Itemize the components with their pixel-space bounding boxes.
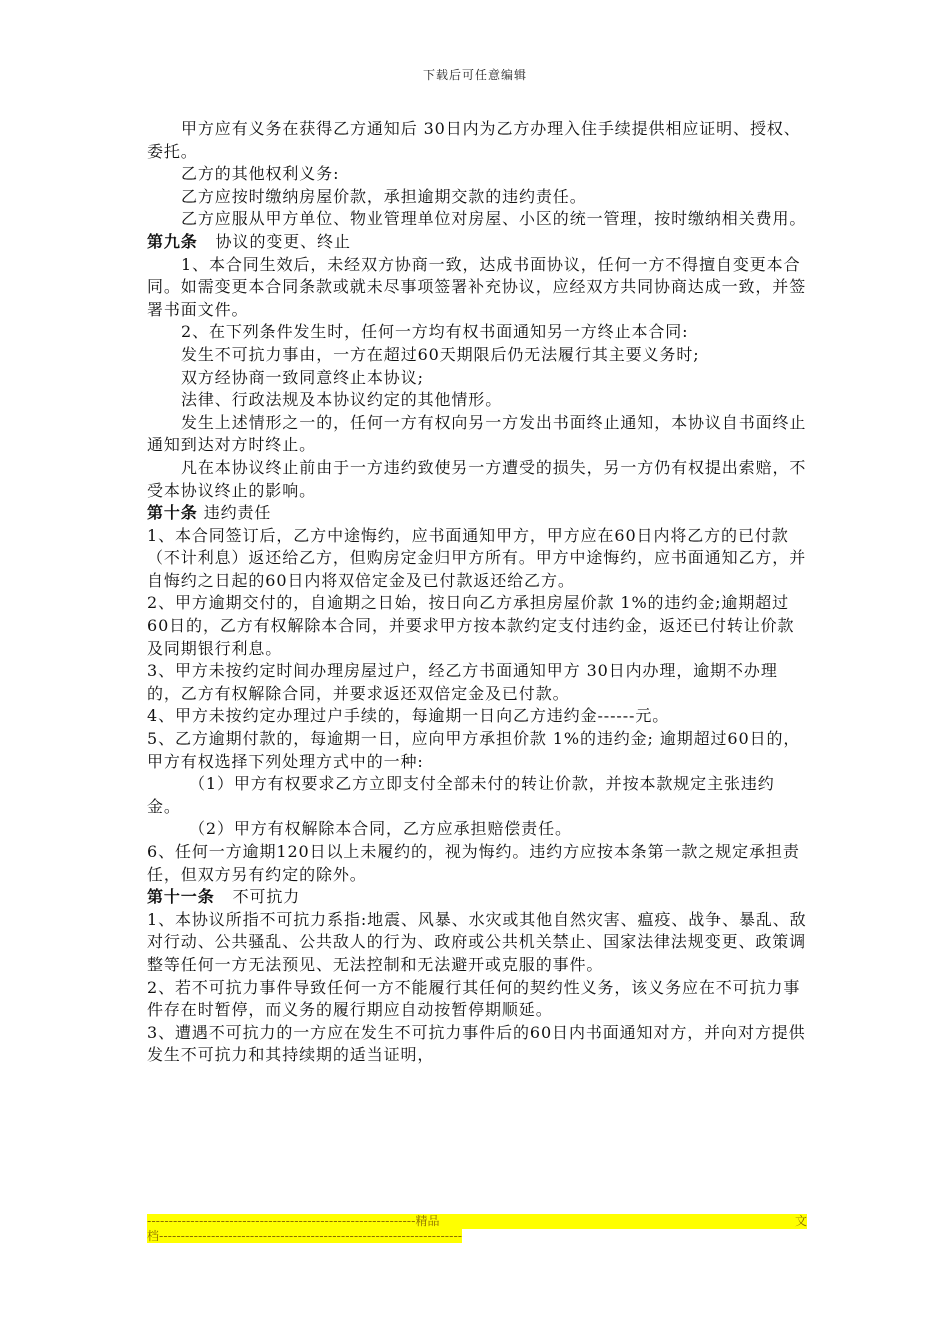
paragraph: 5、乙方逾期付款的，每逾期一日，应向甲方承担价款 1%的违约金; 逾期超过60日的，甲方有权选择下列处理方式中的一种: (147, 729, 801, 771)
paragraph: 发生上述情形之一的，任何一方有权向另一方发出书面终止通知，本协议自书面终止通知到达对方时终止。 (147, 412, 807, 455)
page-header: 下载后可任意编辑 (422, 68, 527, 82)
footer-char-3: 文 (794, 1214, 807, 1228)
paragraph: 双方经协商一致同意终止本协议; (181, 367, 424, 387)
paragraph: （1）甲方有权要求乙方立即支付全部未付的转让价款，并按本款规定主张违约金。 (147, 774, 775, 816)
section-heading-title: 不可抗力 (214, 887, 301, 907)
paragraph: 1、本协议所指不可抗力系指:地震、风暴、水灾或其他自然灾害、瘟疫、战争、暴乱、敌对行动、公共骚乱、公共敌人的行为、政府或公共机关禁止、国家法律法规变更、政策调整等任何一方无法预见、无法控制和无法避开或克服的事件。 (147, 909, 807, 974)
section-heading-number: 第九条 (147, 231, 198, 251)
paragraph: 甲方应有义务在获得乙方通知后 30日内为乙方办理入住手续提供相应证明、授权、委托。 (147, 119, 801, 161)
paragraph: 2、甲方逾期交付的，自逾期之日始，按日向乙方承担房屋价款 1%的违约金;逾期超过60日的，乙方有权解除本合同，并要求甲方按本款约定支付违约金，返还已付转让价款及同期银行利息。 (147, 593, 795, 658)
paragraph: 发生不可抗力事由，一方在超过60天期限后仍无法履行其主要义务时; (181, 344, 700, 364)
section-heading-title: 违约责任 (197, 503, 272, 523)
footer-watermark (147, 1214, 807, 1244)
footer-char-2: 品 (427, 1214, 440, 1228)
section-heading (147, 231, 807, 254)
paragraph: 1、本合同签订后，乙方中途悔约，应书面通知甲方，甲方应在60日内将乙方的已付款（不计利息）返还给乙方，但购房定金归甲方所有。甲方中途悔约，应书面通知乙方，并自悔约之日起的60日内将双倍定金及已付款返还给乙方。 (147, 525, 807, 590)
paragraph: 乙方的其他权利义务: (181, 164, 340, 184)
paragraph: 6、任何一方逾期120日以上未履约的，视为悔约。违约方应按本条第一款之规定承担责任，但双方另有约定的除外。 (147, 842, 800, 884)
paragraph: 1、本合同生效后，未经双方协商一致，达成书面协议，任何一方不得擅自变更本合同。如需变更本合同条款或就未尽事项签署补充协议，应经双方共同协商达成一致，并签署书面文件。 (147, 254, 807, 319)
paragraph: 乙方应服从甲方单位、物业管理单位对房屋、小区的统一管理，按时缴纳相关费用。 (181, 209, 807, 229)
footer-dashes: -------------------------------------------------------------- (147, 1214, 416, 1228)
paragraph: 2、在下列条件发生时，任何一方均有权书面通知另一方终止本合同: (181, 322, 689, 342)
document-body (147, 118, 807, 1067)
paragraph: 4、甲方未按约定办理过户手续的，每逾期一日向乙方违约金------元。 (147, 706, 670, 726)
paragraph: 2、若不可抗力事件导致任何一方不能履行其任何的契约性义务，该义务应在不可抗力事件存在时暂停，而义务的履行期应自动按暂停期顺延。 (147, 977, 801, 1020)
paragraph: 法律、行政法规及本协议约定的其他情形。 (181, 390, 503, 410)
paragraph: （2）甲方有权解除本合同，乙方应承担赔偿责任。 (189, 819, 572, 839)
section-heading (147, 502, 807, 525)
paragraph: 乙方应按时缴纳房屋价款，承担逾期交款的违约责任。 (181, 186, 587, 206)
paragraph: 凡在本协议终止前由于一方违约致使另一方遭受的损失，另一方仍有权提出索赔，不受本协议终止的影响。 (147, 457, 807, 500)
footer-char-1: 精 (415, 1214, 428, 1228)
paragraph: 3、甲方未按约定时间办理房屋过户，经乙方书面通知甲方 30日内办理，逾期不办理的，乙方有权解除合同，并要求返还双倍定金及已付款。 (147, 661, 778, 703)
section-heading-title: 协议的变更、终止 (197, 231, 351, 251)
section-heading-number: 第十条 (147, 503, 198, 523)
section-heading (147, 886, 807, 909)
footer-line-2: 档---------------------------------------------------------------------- (147, 1229, 463, 1243)
footer-line-1 (147, 1214, 807, 1229)
paragraph: 3、遭遇不可抗力的一方应在发生不可抗力事件后的60日内书面通知对方，并向对方提供发生不可抗力和其持续期的适当证明， (147, 1022, 806, 1065)
section-heading-number: 第十一条 (147, 887, 215, 907)
